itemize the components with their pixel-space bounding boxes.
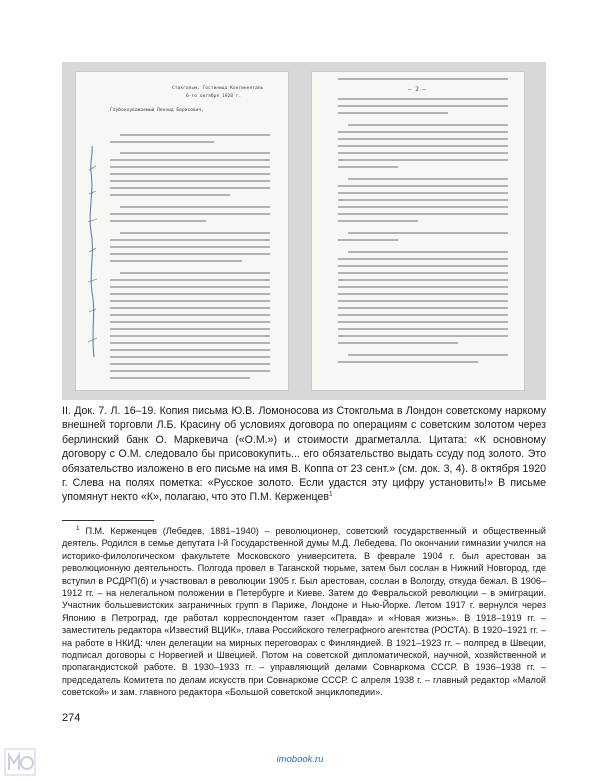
handwritten-margin-note-image [82,142,104,362]
letter-page-marker: – 2 – [408,86,427,93]
scanned-letter-page-1 [76,72,288,390]
letter-header-date: 6-го октября 1920 г. [186,94,242,99]
letter-addressee: Глубокоуважаемый Леонид Борисович, [110,108,205,113]
scanned-letter-page-2 [312,72,524,390]
figure-caption [62,404,546,505]
footnote-text: П.М. Керженцев (Лебедев, 1881–1940) – революционер, советский государственный и общественный деятель. Родился в семье депутата I-й Государственной думы М.Д. Лебедева. По окончании гимназии учился на историко-филологическом факультете Московского университета. В феврале 1904 г. был арестован за революционную деятельность. Полгода провел в Таганской тюрьме, затем был сослан в Нижний Новгород, где вступил в РСДРП(б) и участвовал в революции 1905 г. Был арестован, сослан в Вологду, откуда бежал. В 1906–1912 гг. – на нелегальном положении в Петербурге и Киеве. Затем до Февральской революции – в эмиграции. Участник большевистских заграничных групп в Париже, Лондоне и Нью-Йорке. Летом 1917 г. вернулся через Японию в Петроград, где работал корреспондентом газет «Правда» и «Новая жизнь». В 1918–1919 гг. – заместитель редактора «Известий ВЦИК», глава Российского телеграфного агентства (РОСТА). В 1920–1921 гг. – на работе в НКИД: член делегации на мирных переговорах с Финляндией. В 1921–1923 гг. – полпред в Швеции, подписал договоры с Норвегией и Швецией. Потом на советской дипломатической, научной, хозяйственной и пропагандистской работе. В 1930–1933 гг. – управляющий делами Совнаркома СССР. В 1936–1938 гг. – председатель Комитета по делам искусств при Совнаркоме СССР. С апреля 1938 г. – главный редактор «Малой советской» и зам. главного редактора «Большой советской энциклопедии». [62,526,546,698]
letter-header-place: Стокгольм, Гостиница Континенталь [172,86,264,91]
page-number: 274 [62,712,81,724]
footnote-divider [62,520,154,521]
footnote-number: 1 [76,524,80,532]
footnote-reference: 1 [328,490,333,498]
site-link[interactable]: imobook.ru [276,754,324,765]
caption-text: II. Док. 7. Л. 16–19. Копия письма Ю.В. Ломоносова из Стокгольма в Лондон советскому наркому внешней торговли Л.Б. Красину об условиях договора по операциям с советским золотом через берлинский банк О. Маркевича («О.М.») и стоимости драгметалла. Цитата: «К основному договору с О.М. следовало бы присовокупить... его обязательство выдать ссуду под золото. Это обязательство изложено в его письме на имя В. Коппа от 23 сент.» (см. док. 3, 4). 8 октября 1920 г. Слева на полях пометка: «Русское золото. Если удастся эту цифру установить!» В письме упомянут некто «К», полагаю, что это П.М. Керженцев [62,405,546,504]
footnote [62,525,546,699]
publisher-logo-icon [4,748,36,776]
